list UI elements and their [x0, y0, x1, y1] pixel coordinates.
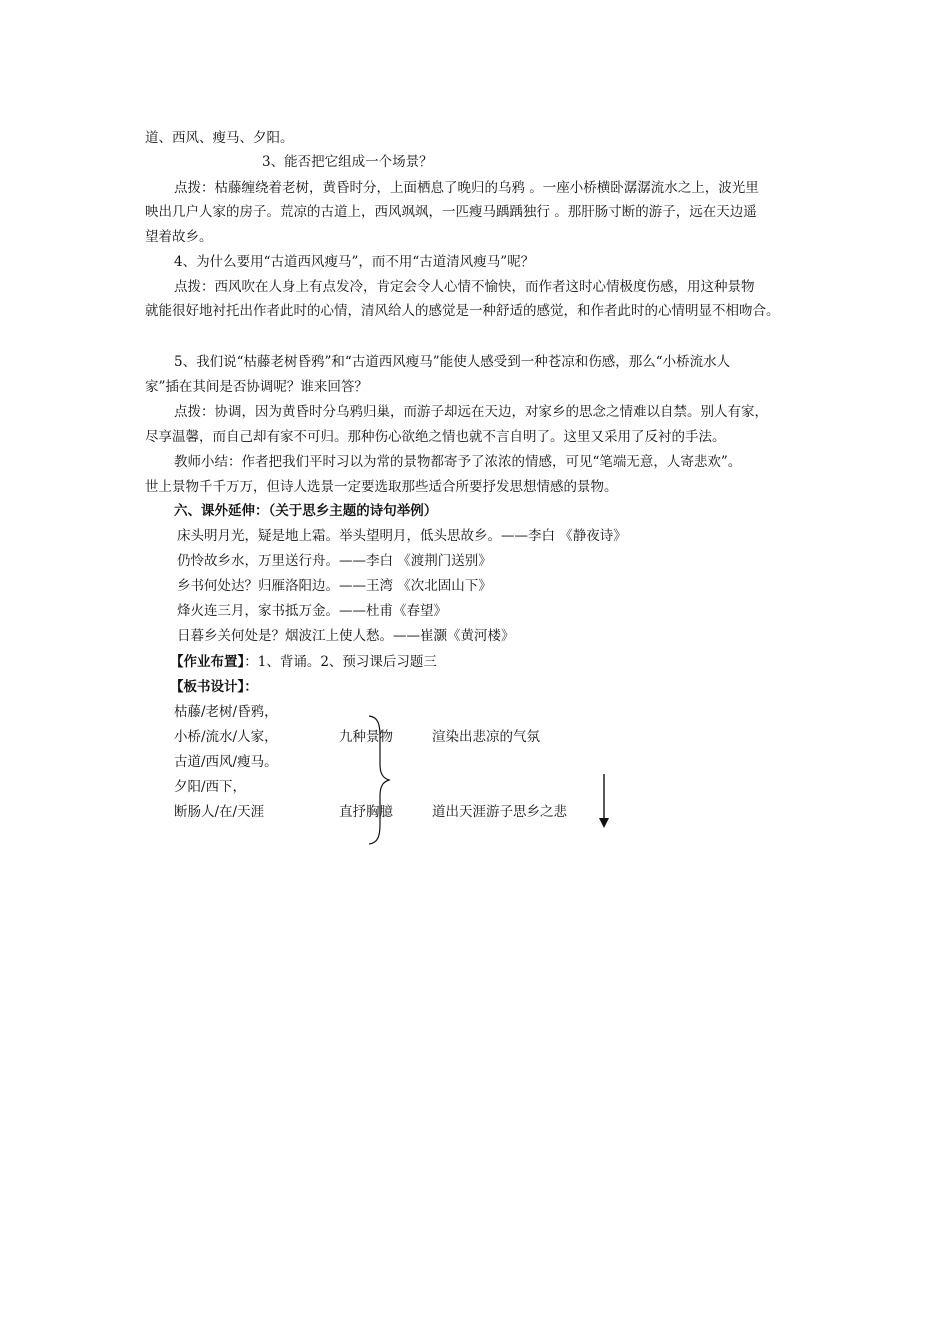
homework-label: 【作业布置】 — [170, 654, 245, 670]
board-effect: 道出天涯游子思乡之悲 — [432, 804, 567, 820]
teacher-summary: 教师小结：作者把我们平时习以为常的景物都寄予了浓浓的情感，可见“笔端无意，人寄悲欢”。 — [174, 454, 742, 470]
homework-line — [170, 652, 437, 672]
extension-heading: 六、课外延伸：（关于思乡主题的诗句举例） — [174, 503, 438, 519]
text-line: 望着故乡。 — [145, 229, 213, 245]
poem-line: 床头明月光，疑是地上霜。举头望明月，低头思故乡。——李白 《静夜诗》 — [177, 528, 627, 544]
board-label: 【板书设计】 — [170, 679, 245, 695]
question-5: 5、我们说“枯藤老树昏鸦”和“古道西风瘦马”能使人感受到一种苍凉和伤感，那么“小桥流水人 — [174, 354, 731, 370]
board-item: 夕阳/西下， — [174, 779, 247, 795]
arrow-down-icon — [594, 774, 614, 830]
text-line: 道、西风、瘦马、夕阳。 — [145, 130, 294, 146]
text-line: 映出几户人家的房子。荒凉的古道上，西风飒飒，一匹瘦马踽踽独行 。那肝肠寸断的游子，远在天边遥 — [145, 204, 757, 220]
board-item: 小桥/流水/人家， — [174, 729, 278, 745]
text-line: 点拨：协调，因为黄昏时分乌鸦归巢，而游子却远在天边，对家乡的思念之情难以自禁。别人有家， — [174, 404, 768, 420]
text-line: 家”插在其间是否协调呢？谁来回答？ — [145, 379, 368, 395]
text-line: 点拨：枯藤缠绕着老树，黄昏时分，上面栖息了晚归的乌鸦 。一座小桥横卧潺潺流水之上，波光里 — [174, 180, 759, 196]
text-line: 尽享温馨，而自己却有家不可归。那种伤心欲绝之情也就不言自明了。这里又采用了反衬的手法。 — [145, 429, 726, 445]
text-line: 点拨：西风吹在人身上有点发冷，肯定会令人心情不愉快，而作者这时心情极度伤感，用这种景物 — [174, 279, 755, 295]
poem-line: 日暮乡关何处是？烟波江上使人愁。——崔灏《黄河楼》 — [177, 628, 515, 644]
poem-line: 烽火连三月，家书抵万金。——杜甫《春望》 — [177, 603, 447, 619]
question-3: 3、能否把它组成一个场景？ — [262, 154, 433, 170]
board-group-label: 九种景物 — [339, 729, 393, 745]
curly-brace-icon — [366, 714, 392, 846]
question-4: 4、为什么要用“古道西风瘦马”，而不用“古道清风瘦马”呢？ — [174, 254, 535, 270]
text-line: 就能很好地衬托出作者此时的心情，清风给人的感觉是一种舒适的感觉，和作者此时的心情明显不相吻合。 — [145, 303, 780, 319]
board-colon: ： — [244, 679, 258, 695]
board-item: 古道/西风/瘦马。 — [174, 754, 278, 770]
poem-line: 仍怜故乡水，万里送行舟。——李白 《渡荆门送别》 — [177, 553, 492, 569]
homework-text: ：1、背诵。2、预习课后习题三 — [244, 654, 437, 670]
board-effect: 渲染出悲凉的气氛 — [432, 729, 540, 745]
board-item: 断肠人/在/天涯 — [174, 804, 265, 820]
board-item: 枯藤/老树/昏鸦， — [174, 704, 278, 720]
text-line: 世上景物千千万万，但诗人选景一定要选取那些适合所要抒发思想情感的景物。 — [145, 479, 618, 495]
poem-line: 乡书何处达？归雁洛阳边。——王湾 《次北固山下》 — [177, 578, 492, 594]
board-design-heading — [170, 677, 258, 697]
board-group-label: 直抒胸臆 — [339, 804, 393, 820]
